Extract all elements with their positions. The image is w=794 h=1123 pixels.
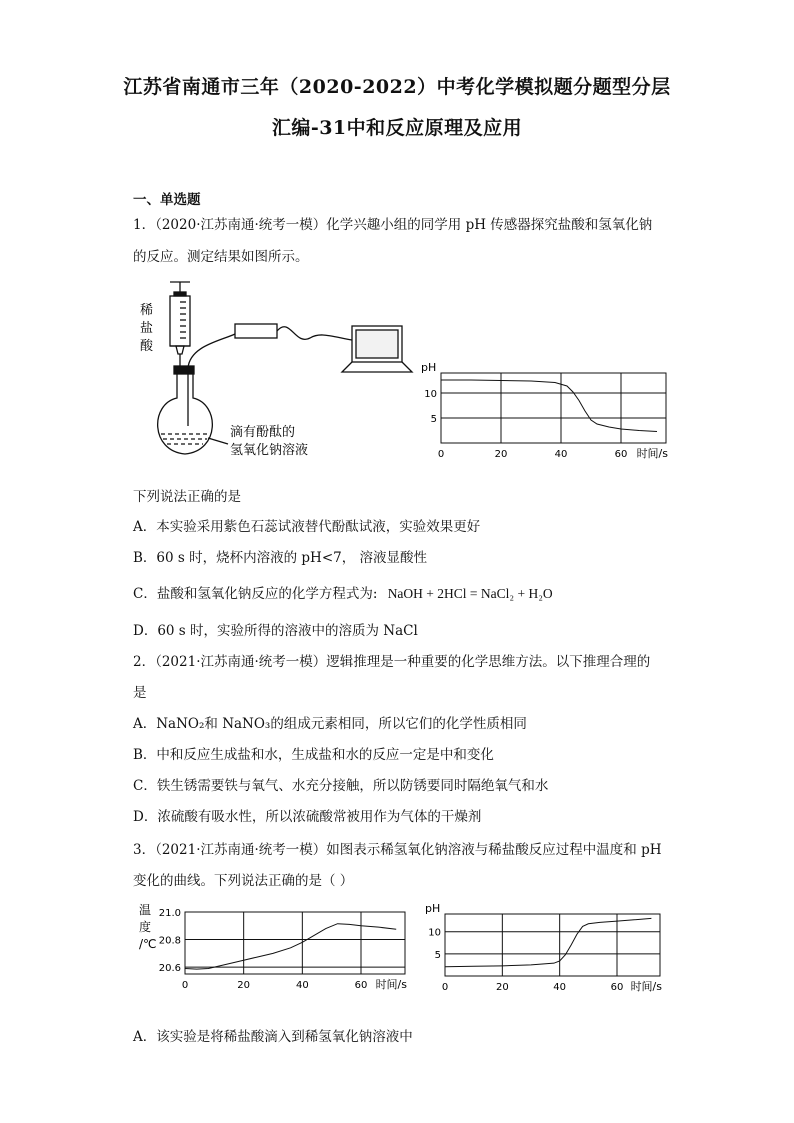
acid-label-char-1: 稀	[140, 303, 154, 318]
x-tick-label: 40	[295, 980, 309, 991]
x-tick-label: 0	[437, 449, 445, 460]
flask-label-line-1: 滴有酚酞的	[230, 425, 296, 440]
x-axis-label: 时间/s	[375, 978, 407, 991]
q1-stem-line-1: 1．（2020·江苏南通·统考一模）化学兴趣小组的同学用 pH 传感器探究盐酸和氢氧化钠	[133, 217, 653, 233]
x-tick-label: 20	[237, 980, 251, 991]
y-tick-label: 10	[424, 389, 437, 400]
y-axis-label: pH	[421, 361, 437, 374]
q1-option-c	[133, 582, 553, 602]
x-tick-label: 20	[494, 449, 508, 460]
q2-option-a: A．NaNO₂和 NaNO₃的组成元素相同，所以它们的化学性质相同	[133, 716, 527, 732]
q3-ph-chart	[420, 900, 700, 1005]
y-axis-label: /℃	[139, 937, 157, 951]
acid-label-char-3: 酸	[140, 339, 154, 354]
q1-option-c-prefix: C．盐酸和氢氧化钠反应的化学方程式为:	[133, 586, 378, 602]
x-tick-label: 0	[181, 980, 189, 991]
q3-option-a: A．该实验是将稀盐酸滴入到稀氢氧化钠溶液中	[133, 1029, 413, 1045]
y-tick-label: 20.6	[158, 963, 181, 975]
q1-option-d: D．60 s 时，实验所得的溶液中的溶质为 NaCl	[133, 623, 418, 639]
q2-stem-line-1: 2．（2021·江苏南通·统考一模）逻辑推理是一种重要的化学思维方法。以下推理合理的	[133, 654, 651, 670]
q2-option-c: C．铁生锈需要铁与氧气、水充分接触，所以防锈要同时隔绝氧气和水	[133, 778, 549, 794]
x-axis-label: 时间/s	[636, 447, 668, 460]
q1-option-c-equation: NaOH + 2HCl = NaCl₂ + H₂O	[387, 586, 553, 601]
q2-option-d: D．浓硫酸有吸水性，所以浓硫酸常被用作为气体的干燥剂	[133, 809, 482, 825]
plot-frame	[441, 373, 666, 443]
x-axis-label: 时间/s	[630, 980, 662, 993]
y-axis-label: 温	[139, 903, 152, 917]
q2-option-b: B．中和反应生成盐和水，生成盐和水的反应一定是中和变化	[133, 747, 494, 763]
plot-frame	[185, 912, 405, 974]
q1-apparatus-figure	[130, 276, 425, 466]
q1-option-b: B．60 s 时，烧杯内溶液的 pH<7， 溶液显酸性	[133, 550, 428, 566]
y-axis-label: pH	[425, 902, 441, 915]
q3-stem-line-2: 变化的曲线。下列说法正确的是（ ）	[133, 873, 354, 889]
q2-stem-line-2: 是	[133, 685, 147, 701]
x-tick-label: 60	[354, 980, 368, 991]
q1-ph-chart	[415, 355, 700, 460]
x-tick-label: 40	[554, 449, 568, 460]
series-line-pH	[445, 918, 651, 966]
series-line-pH	[441, 380, 657, 432]
x-tick-label: 0	[441, 982, 449, 993]
flask-label-line-2: 氢氧化钠溶液	[230, 443, 309, 458]
document-title-line-1: 江苏省南通市三年（2020-2022）中考化学模拟题分题型分层	[123, 76, 671, 98]
y-axis-label: 度	[139, 920, 152, 934]
y-tick-label: 5	[434, 949, 441, 961]
x-tick-label: 40	[553, 982, 567, 993]
y-tick-label: 10	[428, 927, 441, 939]
section-heading: 一、单选题	[133, 192, 201, 208]
y-tick-label: 21.0	[158, 908, 181, 919]
q1-prompt: 下列说法正确的是	[133, 489, 241, 505]
q1-stem-line-2: 的反应。测定结果如图所示。	[133, 249, 309, 265]
y-tick-label: 5	[430, 414, 437, 425]
series-line-温度	[185, 924, 396, 969]
q1-option-a: A．本实验采用紫色石蕊试液替代酚酞试液，实验效果更好	[133, 519, 481, 535]
q3-temperature-chart	[135, 900, 415, 1005]
q3-stem-line-1: 3．（2021·江苏南通·统考一模）如图表示稀氢氧化钠溶液与稀盐酸反应过程中温度和 pH	[133, 842, 662, 858]
x-tick-label: 60	[614, 449, 628, 460]
acid-label-char-2: 盐	[140, 321, 154, 336]
x-tick-label: 20	[495, 982, 509, 993]
x-tick-label: 60	[610, 982, 624, 993]
document-title-line-2: 汇编-31中和反应原理及应用	[271, 117, 523, 139]
y-tick-label: 20.8	[158, 935, 181, 947]
